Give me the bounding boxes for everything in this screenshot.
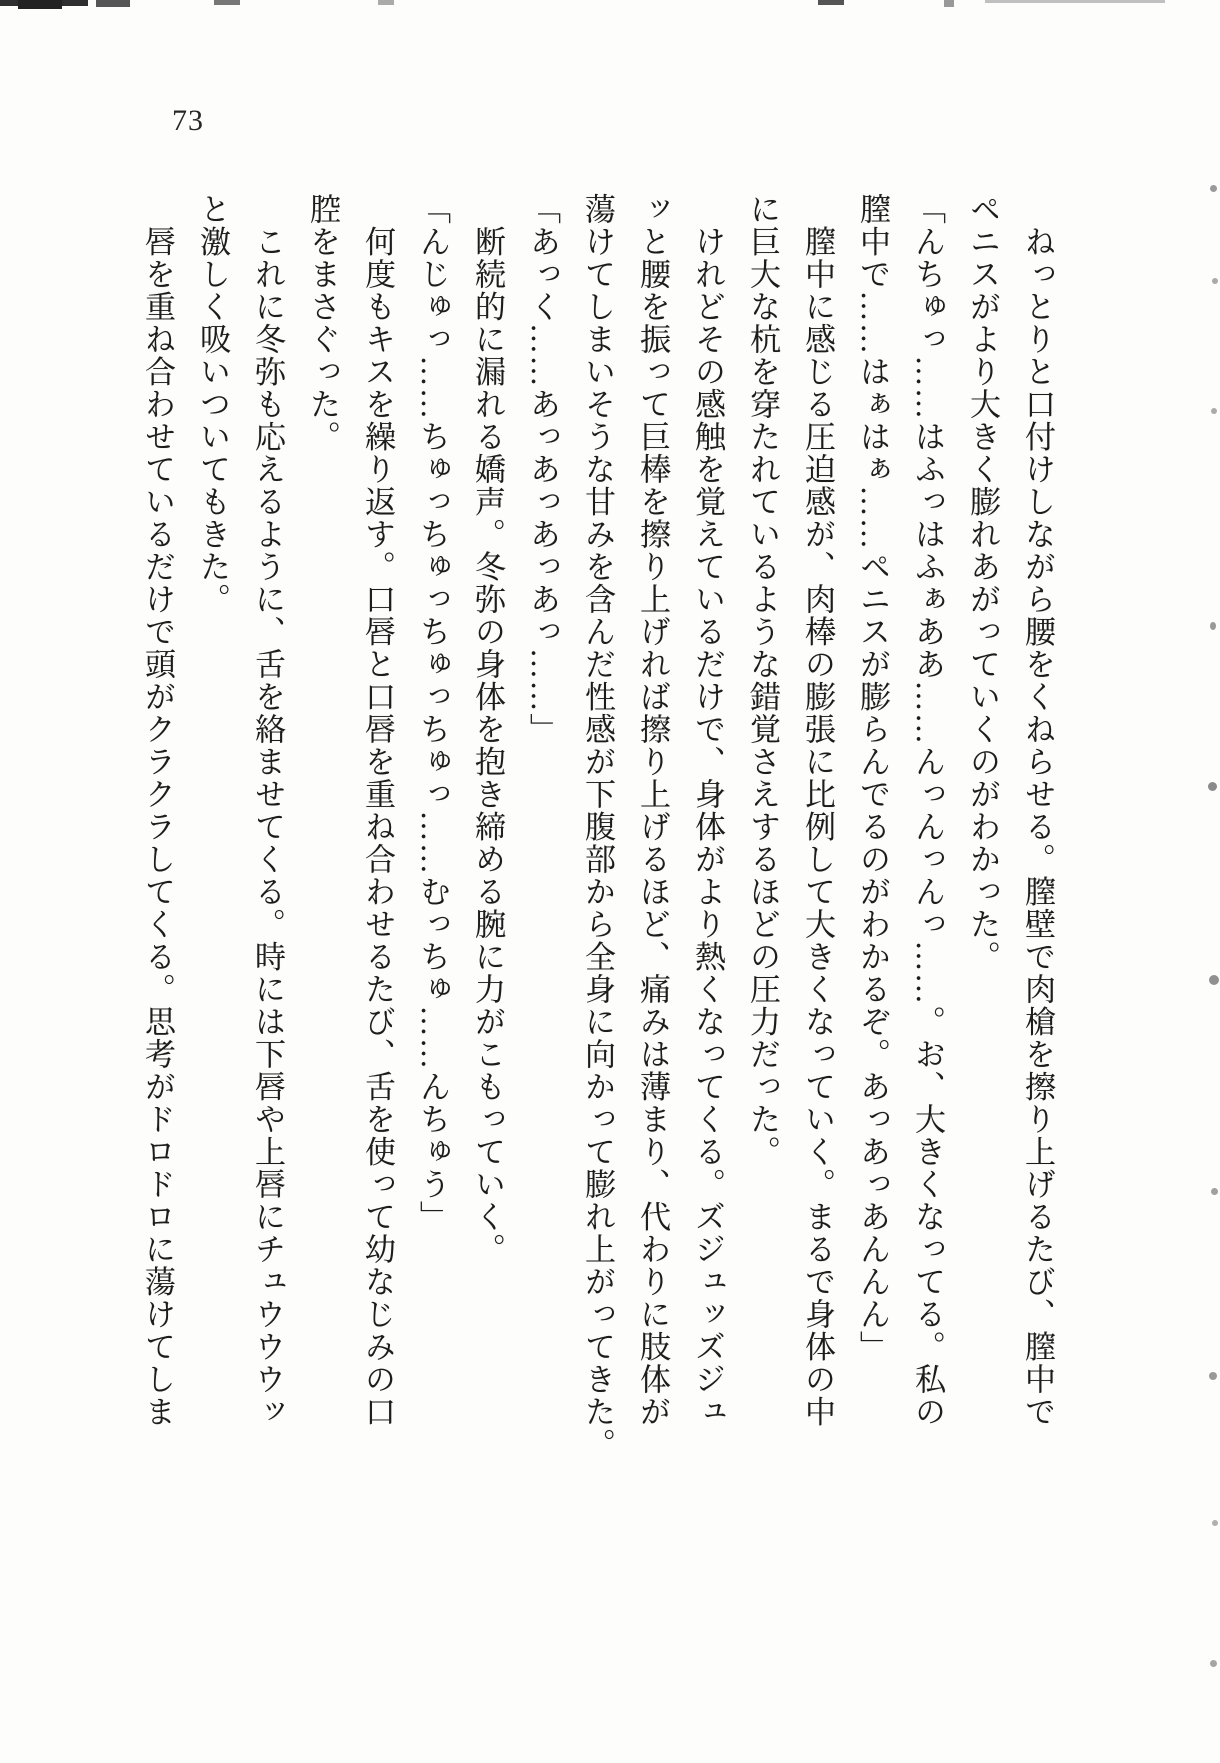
scan-speck (1210, 185, 1217, 192)
text-block (130, 193, 1065, 1461)
text-line: 「んじゅっ……ちゅっちゅっちゅっちゅっ……むっちゅ……んちゅう」 (415, 193, 450, 1233)
text-line: けれどその感触を覚えているだけで、身体がより熱くなってくる。ズジュッズジュ (690, 193, 725, 1428)
scan-speck (1212, 1520, 1218, 1526)
text-line: 何度もキスを繰り返す。口唇と口唇を重ね合わせるたび、舌を使って幼なじみの口 (360, 193, 395, 1428)
scan-artifact (214, 0, 240, 5)
scan-speck (1209, 975, 1219, 985)
scan-speck (1211, 1188, 1218, 1195)
text-line: 「あっく……あっあっあっあっ……」 (525, 193, 560, 746)
scan-speck (1212, 278, 1218, 284)
scan-artifact (96, 0, 130, 7)
text-line: ねっとりと口付けしながら腰をくねらせる。膣壁で肉槍を擦り上げるたび、膣中で (1020, 193, 1055, 1428)
scan-artifact (378, 0, 394, 5)
page-number: 73 (172, 104, 204, 137)
scan-artifact (818, 0, 844, 5)
scan-speck (1210, 1660, 1217, 1667)
text-line: 膣中で……はぁはぁ……ペニスが膨らんでるのがわかるぞ。あっあっあんんん」 (855, 193, 890, 1363)
scan-speck (1209, 1372, 1217, 1380)
text-line: 膣中に感じる圧迫感が、肉棒の膨張に比例して大きくなっていく。まるで身体の中 (800, 193, 835, 1428)
scan-speck (1211, 408, 1217, 414)
text-line: 蕩けてしまいそうな甘みを含んだ性感が下腹部から全身に向かって膨れ上がってきた。 (580, 193, 615, 1461)
text-line: 唇を重ね合わせているだけで頭がクラクラしてくる。思考がドロドロに蕩けてしま (140, 193, 175, 1428)
text-line: ペニスがより大きく膨れあがっていくのがわかった。 (965, 193, 1000, 973)
text-line: に巨大な杭を穿たれているような錯覚さえするほどの圧力だった。 (745, 193, 780, 1168)
text-line: ッと腰を振って巨棒を擦り上げれば擦り上げるほど、痛みは薄まり、代わりに肢体が (635, 193, 670, 1428)
scan-artifact (944, 0, 954, 7)
scan-artifact (18, 0, 62, 9)
scan-artifact (985, 0, 1165, 3)
scan-speck (1210, 622, 1216, 630)
text-line: 断続的に漏れる嬌声。冬弥の身体を抱き締める腕に力がこもっていく。 (470, 193, 505, 1266)
text-line: 「んちゅっ……はふっはふぁああ……んっんっんっ……。お、大きくなってる。私の (910, 193, 945, 1428)
text-line: これに冬弥も応えるように、舌を絡ませてくる。時には下唇や上唇にチュウウウッ (250, 193, 285, 1428)
text-line: と激しく吸いついてもきた。 (195, 193, 230, 616)
scan-speck (1208, 782, 1217, 791)
text-line: 腔をまさぐった。 (305, 193, 340, 453)
